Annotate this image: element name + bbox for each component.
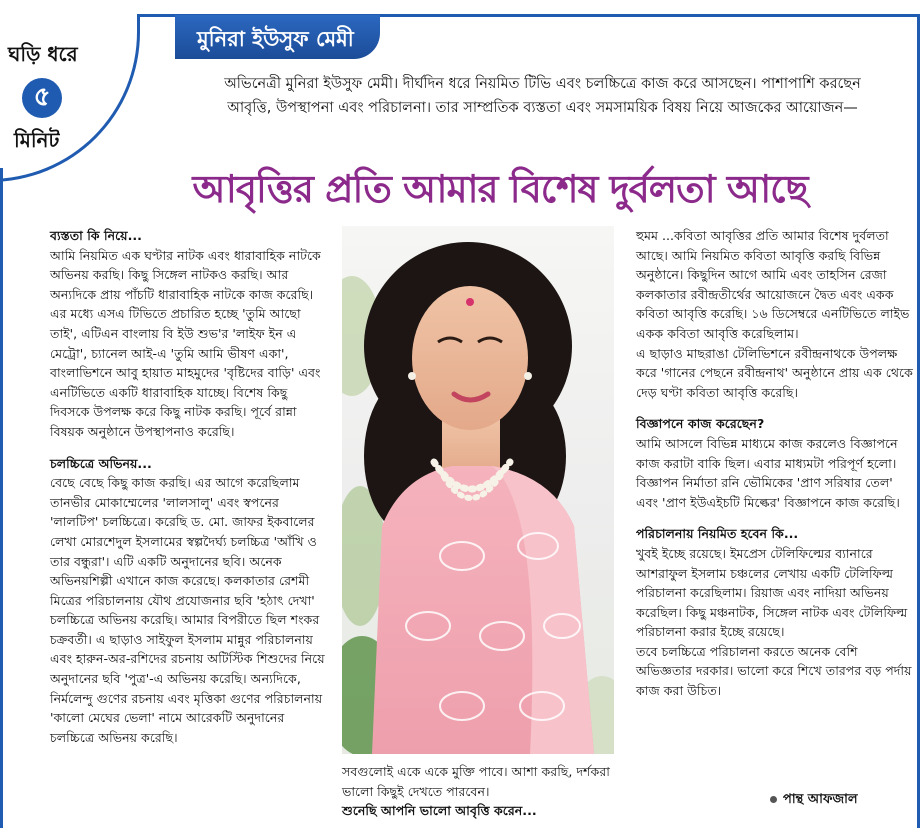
answer-recitation: হুমম ...কবিতা আবৃত্তির প্রতি আমার বিশেষ দুর্বলতা আছে। আমি নিয়মিত কবিতা আবৃত্তি করছি বিভিন্ন অনুষ্ঠানে। কিছুদিন আগে আমি এবং তাহসিন রেজা কলকাতার রবীন্দ্রতীর্থের আয়োজনে দ্বৈত এবং একক কবিতা আবৃত্তি করেছি। ১৬ ডিসেম্বরে এনটিভিতে লাইভ একক কবিতা আবৃত্তি করেছিলাম।	[636, 228, 910, 341]
name-tab: মুনিরা ইউসুফ মেমী	[175, 15, 380, 59]
answer-film-continued: সবগুলোই একে একে মুক্তি পাবে। আশা করছি, দর্শকরা ভালো কিছুই দেখতে পারবেন।	[342, 764, 610, 799]
byline	[770, 790, 858, 811]
answer-recitation-2: এ ছাড়াও মাছরাঙা টেলিভিশনে রবীন্দ্রনাথকে উপলক্ষ করে 'গানের পেছনে রবীন্দ্রনাথ' অনুষ্ঠানে প্রায় এক থেকে দেড় ঘণ্টা কবিতা আবৃত্তি করেছি।	[636, 345, 913, 400]
answer-ads-2: বিজ্ঞাপন নির্মাতা রনি ভৌমিকের 'প্রাণ সরিষার তেল' এবং 'প্রাণ ইউএইচটি মিল্কের' বিজ্ঞাপনে কাজ করেছি।	[636, 475, 900, 510]
frame-right-border	[917, 14, 920, 828]
bullet-dot-icon	[770, 796, 777, 803]
corner-badge	[0, 14, 150, 174]
portrait-photo	[342, 226, 614, 754]
question-ads: বিজ্ঞাপনে কাজ করেছেন?	[636, 416, 765, 432]
corner-top-text: ঘড়ি ধরে	[8, 42, 78, 66]
answer-direction: খুবই ইচ্ছে রয়েছে। ইমপ্রেস টেলিফিল্মের ব্যানারে আশরাফুল ইসলাম চঞ্চলের লেখায় একটি টেলিফিল্ম পরিচালনা করেছিলাম। রিয়াজ এবং নাদিয়া অভিনয় করেছিল। কিছু মঞ্চনাটক, সিঙ্গেল নাটক এবং টেলিফিল্ম পরিচালনা করার ইচ্ছে রয়েছে।	[636, 545, 908, 640]
frame-left-border	[0, 168, 3, 828]
answer-busy: আমি নিয়মিত এক ঘণ্টার নাটক এবং ধারাবাহিক নাটকে অভিনয় করছি। কিছু সিঙ্গেল নাটকও করছি। আর অন্যদিকে প্রায় পাঁচটি ধারাবাহিক নাটকে কাজ করেছি। এর মধ্যে এসএ টিভিতে প্রচারিত হচ্ছে 'তুমি আছো তাই', এটিএন বাংলায় বি ইউ শুভ'র 'লাইফ ইন এ মেট্রো', চ্যানেল আই-এ 'তুমি আমি ভীষণ একা', বাংলাভিশনে আবু হায়াত মাহমুদের 'বৃষ্টিদের বাড়ি' এবং এনটিভিতে একটি ধারাবাহিক যাচ্ছে। বিশেষ কিছু দিবসকে উপলক্ষ করে কিছু নাটক করছি। পূর্বে রান্না বিষয়ক অনুষ্ঠানে উপস্থাপনাও করেছি।	[50, 247, 321, 439]
right-column	[636, 226, 914, 701]
answer-film: বেছে বেছে কিছু কাজ করছি। এর আগে করেছিলাম তানভীর মোকাম্মেলের 'লালসালু' এবং স্বপনের 'লালটিপ' চলচ্চিত্রে। করেছি ড. মো. জাফর ইকবালের লেখা মোরশেদুল ইসলামের স্বল্পদৈর্ঘ্য চলচ্চিত্র 'আঁখি ও তার বন্ধুরা'। এটি একটি অনুদানের ছবি। অনেক অভিনয়শিল্পী এখানে কাজ করেছে। কলকাতার রেশমী মিত্রের পরিচালনায় যৌথ প্রযোজনার ছবি 'হঠাৎ দেখা' চলচ্চিত্রে অভিনয় করেছি। আমার বিপরীতে ছিল শংকর চক্রবর্তী। এ ছাড়াও সাইফুল ইসলাম মান্নুর পরিচালনায় এবং হারুন-অর-রশিদের রচনায় অটিস্টিক শিশুদের নিয়ে অনুদানের ছবি 'পুত্র'-এ অভিনয় করেছি। অন্যদিকে, নির্মলেন্দু গুণের রচনায় এবং মৃত্তিকা গুণের পরিচালনায় 'কালো মেঘের ভেলা' নামে আরেকটি অনুদানের চলচ্চিত্রে অভিনয় করেছি।	[50, 475, 325, 745]
question-film: চলচ্চিত্রে অভিনয়...	[50, 455, 152, 471]
question-recitation: শুনেছি আপনি ভালো আবৃত্তি করেন...	[342, 803, 537, 819]
answer-direction-2: তবে চলচ্চিত্রে পরিচালনা করতে অনেক বেশি অভিজ্ঞতার দরকার। ভালো করে শিখে তারপর বড় পর্দায় কাজ করা উচিত।	[636, 643, 912, 699]
byline-name: পান্থ আফজাল	[783, 792, 858, 807]
corner-number-circle: ৫	[22, 78, 62, 118]
question-direction: পরিচালনায় নিয়মিত হবেন কি...	[636, 526, 799, 542]
corner-bottom-text: মিনিট	[14, 128, 60, 152]
intro-paragraph: অভিনেত্রী মুনিরা ইউসুফ মেমী। দীর্ঘদিন ধরে নিয়মিত টিভি এবং চলচ্চিত্রে কাজ করে আসছেন। পাশাপাশি করছেন আবৃত্তি, উপস্থাপনা এবং পরিচালনা। তার সাম্প্রতিক ব্যস্ততা এবং সমসাময়িক বিষয় নিয়ে আজকের আয়োজন—	[224, 76, 861, 116]
question-busy: ব্যস্ততা কি নিয়ে...	[50, 228, 142, 243]
left-column	[50, 226, 328, 747]
middle-column	[342, 762, 622, 821]
headline: আবৃত্তির প্রতি আমার বিশেষ দুর্বলতা আছে	[192, 166, 808, 211]
answer-ads: আমি আসলে বিভিন্ন মাধ্যমে কাজ করলেও বিজ্ঞাপনে কাজ করাটা বাকি ছিল। এবার মাধ্যমটা পরিপূর্ণ হলো।	[636, 435, 898, 471]
portrait-illustration	[342, 226, 614, 754]
